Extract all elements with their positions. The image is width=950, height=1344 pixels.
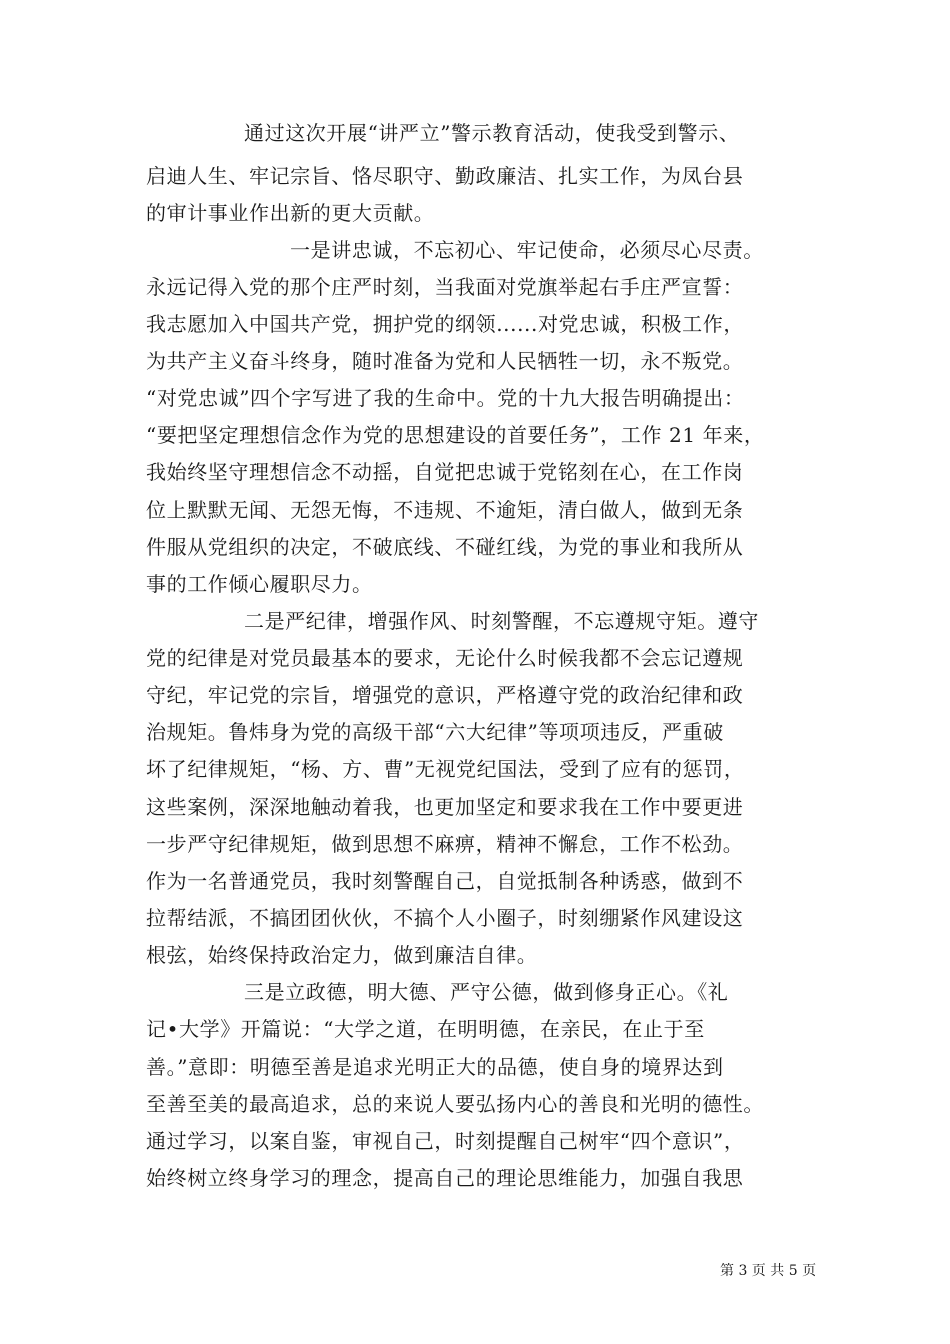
text-line: 事的工作倾心履职尽力。: [146, 572, 373, 596]
text-line: 记•大学》开篇说：“大学之道，在明明德，在亲民，在止于至: [146, 1017, 705, 1041]
text-line: 的审计事业作出新的更大贡献。: [146, 201, 435, 225]
text-line: 善。”意即：明德至善是追求光明正大的品德，使自身的境界达到: [146, 1055, 724, 1079]
text-line: 一步严守纪律规矩，做到思想不麻痹，精神不懈怠，工作不松劲。: [146, 832, 744, 856]
text-line: 二是严纪律，增强作风、时刻警醒，不忘遵规守矩。遵守: [244, 609, 759, 633]
text-line: 通过学习，以案自鉴，审视自己，时刻提醒自己树牢“四个意识”，: [146, 1129, 745, 1153]
text-line: 至善至美的最高追求，总的来说人要弘扬内心的善良和光明的德性。: [146, 1092, 764, 1116]
text-line: 件服从党组织的决定，不破底线、不碰红线，为党的事业和我所从: [146, 535, 744, 559]
text-line: “对党忠诚”四个字写进了我的生命中。党的十九大报告明确提出：: [146, 386, 745, 410]
text-line: 三是立政德，明大德、严守公德，做到修身正心。《礼: [244, 980, 729, 1004]
text-line: 位上默默无闻、无怨无悔，不违规、不逾矩，清白做人，做到无条: [146, 498, 744, 522]
text-line: 始终树立终身学习的理念，提高自己的理论思维能力，加强自我思: [146, 1166, 744, 1190]
text-line: 一是讲忠诚，不忘初心、牢记使命，必须尽心尽责。: [290, 238, 764, 262]
text-line: 拉帮结派，不搞团团伙伙，不搞个人小圈子，时刻绷紧作风建设这: [146, 906, 744, 930]
text-line: 根弦，始终保持政治定力，做到廉洁自律。: [146, 943, 538, 967]
page-footer: 第 3 页 共 5 页: [720, 1263, 817, 1279]
text-line: “要把坚定理想信念作为党的思想建设的首要任务”，工作 21 年来，: [146, 423, 765, 447]
text-line: 永远记得入党的那个庄严时刻，当我面对党旗举起右手庄严宣誓：: [146, 275, 744, 299]
text-line: 治规矩。鲁炜身为党的高级干部“六大纪律”等项项违反，严重破: [146, 720, 724, 744]
text-line: 党的纪律是对党员最基本的要求，无论什么时候我都不会忘记遵规: [146, 646, 744, 670]
text-line: 作为一名普通党员，我时刻警醒自己，自觉抵制各种诱惑，做到不: [146, 869, 744, 893]
text-line: 我志愿加入中国共产党，拥护党的纲领......对党忠诚，积极工作，: [146, 312, 744, 336]
text-line: 这些案例，深深地触动着我，也更加坚定和要求我在工作中要更进: [146, 795, 744, 819]
text-line: 守纪，牢记党的宗旨，增强党的意识，严格遵守党的政治纪律和政: [146, 683, 744, 707]
text-line: 为共产主义奋斗终身，随时准备为党和人民牺牲一切，永不叛党。: [146, 349, 744, 373]
text-line: 通过这次开展“讲严立”警示教育活动，使我受到警示、: [244, 121, 740, 145]
text-line: 启迪人生、牢记宗旨、恪尽职守、勤政廉洁、扎实工作，为凤台县: [146, 164, 744, 188]
text-line: 我始终坚守理想信念不动摇，自觉把忠诚于党铭刻在心，在工作岗: [146, 460, 744, 484]
text-line: 坏了纪律规矩，“杨、方、曹”无视党纪国法，受到了应有的惩罚，: [146, 757, 745, 781]
